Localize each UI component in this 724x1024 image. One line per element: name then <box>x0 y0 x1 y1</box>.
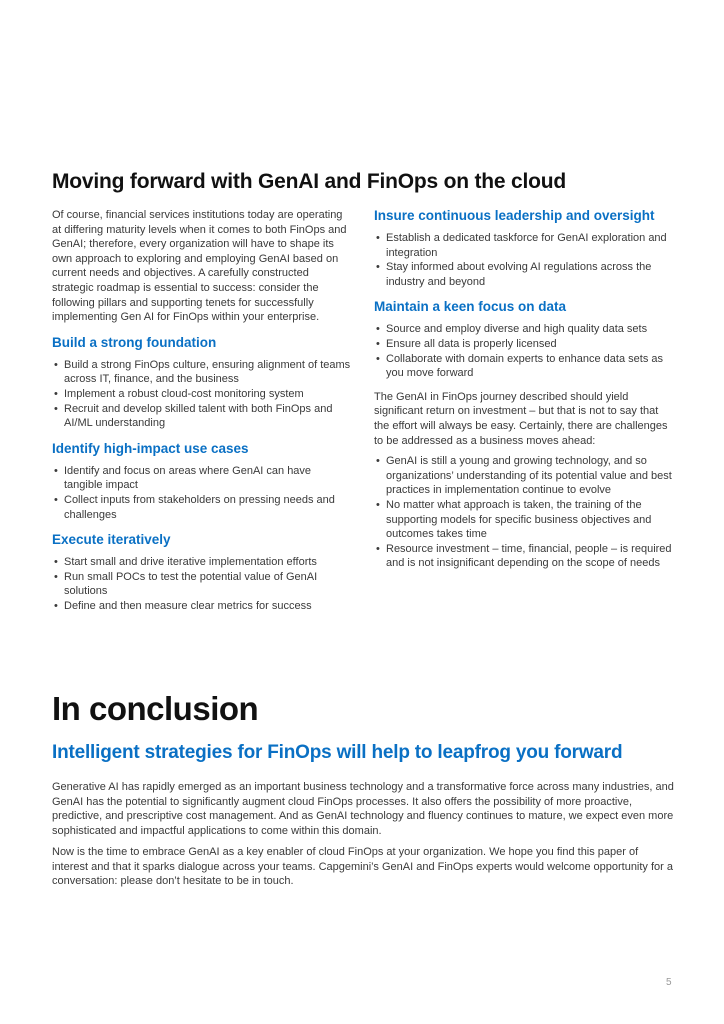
pillar-heading-execute: Execute iteratively <box>52 532 171 548</box>
pillar-list-execute <box>52 555 352 613</box>
page-number: 5 <box>666 977 672 988</box>
list-item: • Establish a dedicated taskforce for GenAI exploration and integration <box>374 231 674 260</box>
journey-paragraph: The GenAI in FinOps journey described should yield significant return on investment – but that is not to say that the effort will always be easy. Certainly, there are challenges to be addressed as a business moves ahead: <box>374 390 668 447</box>
intro-paragraph: Of course, financial services institutions today are operating at differing maturity levels when it comes to both FinOps and GenAI; therefore, every organization will have to shape its own approach to exploring and employing GenAI based on current needs and objectives. A carefully constructed strategic roadmap is essential to success: consider the following pillars and supporting tenets for successfully implementing Gen AI for FinOps within your enterprise. <box>52 209 347 324</box>
list-item: • GenAI is still a young and growing technology, and so organizations’ understanding of its potential value and best practices in implementation continue to evolve <box>374 454 674 498</box>
pillar-list-use-cases <box>52 464 352 522</box>
conclusion-title: In conclusion <box>52 690 259 727</box>
pillar-heading-foundation: Build a strong foundation <box>52 334 217 350</box>
list-item: • Collect inputs from stakeholders on pressing needs and challenges <box>52 493 352 522</box>
challenges-list <box>374 454 674 571</box>
pillar-heading-use-cases: Identify high-impact use cases <box>52 440 249 456</box>
right-column <box>374 207 674 571</box>
conclusion-paragraph-2: Now is the time to embrace GenAI as a key enabler of cloud FinOps at your organization. We hope you find this paper of interest and that it sparks dialogue across your teams. Capgemini’s GenAI and FinOps experts would welcome opportunity for a conversation: please don’t hesitate to be in touch. <box>52 846 674 888</box>
list-item: • Stay informed about evolving AI regulations across the industry and beyond <box>374 260 674 289</box>
list-item: • Collaborate with domain experts to enhance data sets as you move forward <box>374 352 674 381</box>
list-item: • Identify and focus on areas where GenAI can have tangible impact <box>52 464 352 493</box>
conclusion-paragraph-1: Generative AI has rapidly emerged as an important business technology and a transformative force across many industries, and GenAI has the potential to significantly augment cloud FinOps processes. It also offers the possibility of more proactive, predictive, and prescriptive cost management. And as GenAI technology and fluency continues to mature, we expect even more sophisticated and impactful applications to come within this domain. <box>52 781 674 837</box>
list-item: • Implement a robust cloud-cost monitoring system <box>52 387 352 402</box>
list-item: • Start small and drive iterative implementation efforts <box>52 555 352 570</box>
pillar-heading-data: Maintain a keen focus on data <box>374 299 567 315</box>
list-item: • Source and employ diverse and high quality data sets <box>374 322 674 337</box>
section-title: Moving forward with GenAI and FinOps on the cloud <box>52 170 567 193</box>
pillar-list-leadership <box>374 231 674 289</box>
pillar-list-data <box>374 322 674 380</box>
left-column <box>52 208 352 613</box>
list-item: • Recruit and develop skilled talent with both FinOps and AI/ML understanding <box>52 402 352 431</box>
list-item: • Build a strong FinOps culture, ensuring alignment of teams across IT, finance, and the business <box>52 358 352 387</box>
pillar-heading-leadership: Insure continuous leadership and oversight <box>374 208 655 223</box>
conclusion-subtitle: Intelligent strategies for FinOps will help to leapfrog you forward <box>52 742 623 763</box>
list-item: • Define and then measure clear metrics for success <box>52 599 352 614</box>
list-item: • Resource investment – time, financial, people – is required and is not insignificant depending on the scope of needs <box>374 542 674 571</box>
list-item: • No matter what approach is taken, the training of the supporting models for specific business objectives and outcomes takes time <box>374 498 674 542</box>
list-item: • Ensure all data is properly licensed <box>374 337 674 352</box>
list-item: • Run small POCs to test the potential value of GenAI solutions <box>52 570 352 599</box>
pillar-list-foundation <box>52 358 352 431</box>
